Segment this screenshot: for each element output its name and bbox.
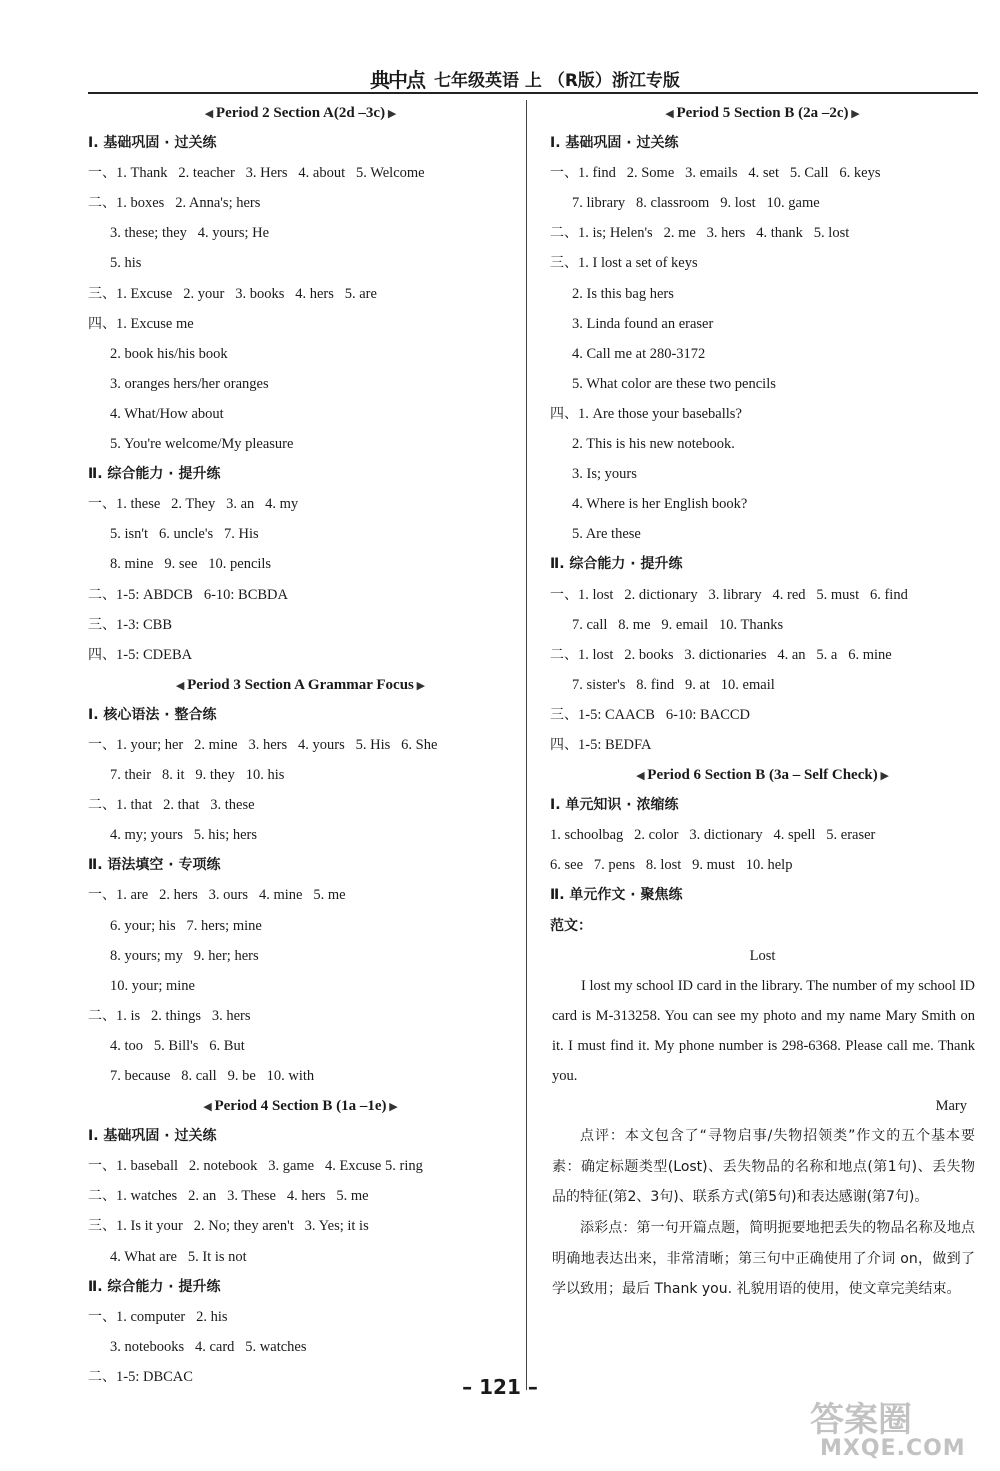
answer-line: 6. see 7. pens 8. lost 9. must 10. help	[550, 857, 793, 874]
section-heading: Ⅰ. 核心语法 · 整合练	[88, 706, 217, 723]
book-title: 七年级英语 上 （R版）浙江专版	[434, 71, 680, 91]
answer-line: 4. too 5. Bill's 6. But	[110, 1037, 245, 1054]
section-heading: Ⅰ. 基础巩固 · 过关练	[88, 135, 217, 152]
answer-line: 3. Linda found an eraser	[572, 315, 714, 332]
question-group-label: 三、	[550, 255, 578, 272]
question-group-label: 一、	[88, 887, 116, 904]
answer-text: 1. boxes 2. Anna's; hers	[116, 195, 261, 212]
answer-text: 1. Is it your 2. No; they aren't 3. Yes; it is	[116, 1218, 369, 1235]
answer-text: 1. is 2. things 3. hers	[116, 1007, 251, 1024]
answer-text: 1-5: CDEBA	[116, 646, 193, 663]
answer-line	[88, 188, 513, 218]
answer-line	[88, 730, 513, 760]
answer-line: 10. your; mine	[110, 977, 195, 994]
period-heading	[88, 98, 513, 128]
left-arrow-icon: ◀	[203, 1101, 215, 1114]
answer-line: 4. my; yours 5. his; hers	[110, 827, 258, 844]
question-group-label: 一、	[88, 165, 116, 182]
question-group-label: 二、	[88, 1007, 116, 1024]
question-group-label: 二、	[88, 1368, 116, 1385]
answer-text: 1-5: BEDFA	[578, 736, 652, 753]
answer-line: 3. these; they 4. yours; He	[110, 225, 270, 242]
question-group-label: 四、	[88, 315, 116, 332]
answer-line: 4. Call me at 280-3172	[572, 345, 706, 362]
answer-line	[88, 1211, 513, 1241]
answer-line: 5. You're welcome/My pleasure	[110, 436, 294, 453]
period-title: Period 2 Section A(2d –3c)	[215, 105, 386, 121]
answer-line	[88, 880, 513, 910]
answer-text: 1. that 2. that 3. these	[116, 797, 255, 814]
answer-text: 1. Excuse 2. your 3. books 4. hers 5. are	[116, 285, 377, 302]
answer-text: 1-5: ABDCB 6-10: BCBDA	[116, 586, 289, 603]
answer-line	[88, 640, 513, 670]
answer-text: 1. baseball 2. notebook 3. game 4. Excuse 5. ring	[116, 1158, 423, 1175]
answer-line: 8. mine 9. see 10. pencils	[110, 556, 272, 573]
left-arrow-icon: ◀	[204, 108, 216, 120]
answer-line: 7. sister's 8. find 9. at 10. email	[572, 676, 775, 693]
answer-line: 7. because 8. call 9. be 10. with	[110, 1068, 315, 1084]
answer-line: 7. call 8. me 9. email 10. Thanks	[572, 616, 784, 633]
answer-line: 7. library 8. classroom 9. lost 10. game	[572, 195, 820, 212]
question-group-label: 二、	[550, 646, 578, 663]
question-group-label: 四、	[550, 405, 578, 422]
answer-line	[550, 158, 975, 188]
answer-line: 6. your; his 7. hers; mine	[110, 917, 262, 934]
question-group-label: 一、	[550, 586, 578, 603]
question-group-label: 二、	[550, 225, 578, 242]
question-group-label: 四、	[550, 736, 578, 753]
answer-line: 2. This is his new notebook.	[572, 436, 735, 453]
answer-line	[88, 489, 513, 519]
question-group-label: 二、	[88, 1188, 116, 1205]
answer-line	[88, 1001, 513, 1031]
answer-line	[550, 248, 975, 278]
answer-line: 3. oranges hers/her oranges	[110, 375, 269, 392]
period-title: Period 5 Section B (2a –2c)	[676, 105, 849, 121]
period-title: Period 3 Section A Grammar Focus	[187, 676, 414, 693]
page-number: – 121 –	[462, 1375, 538, 1399]
essay-comment: 点评：本文包含了“寻物启事/失物招领类”作文的五个基本要素：确定标题类型(Lost)、丢失物品的名称和地点(第1句)、丢失物品的特征(第2、3句)、联系方式(第5句)和表达感谢(第7句)。	[552, 1128, 975, 1206]
question-group-label: 三、	[550, 706, 578, 723]
essay-body: I lost my school ID card in the library. The number of my school ID card is M-313258. You can see my photo and my name Mary Smith on it. I must find it. My phone number is 298-6368. Please call me. Thank you.	[552, 977, 975, 1084]
answer-line	[550, 399, 975, 429]
essay-highlight: 添彩点：第一句开篇点题，简明扼要地把丢失的物品名称及地点明确地表达出来，非常清晰；第三句中正确使用了介词 on，做到了学以致用；最后 Thank you. 礼貌用语的使用，使文章完美结束。	[552, 1219, 975, 1298]
answer-text: 1. watches 2. an 3. These 4. hers 5. me	[116, 1188, 369, 1205]
question-group-label: 二、	[88, 195, 116, 212]
answer-line: 3. notebooks 4. card 5. watches	[110, 1338, 307, 1355]
section-heading: 范文：	[550, 917, 592, 934]
answer-text: 1. lost 2. dictionary 3. library 4. red 5. must 6. find	[578, 586, 908, 603]
section-heading: Ⅰ. 基础巩固 · 过关练	[88, 1128, 217, 1145]
watermark-text: 答案圈	[810, 1400, 912, 1440]
answer-line	[550, 580, 975, 610]
essay-title: Lost	[749, 947, 776, 964]
answer-text: 1. Thank 2. teacher 3. Hers 4. about 5. Welcome	[116, 165, 425, 182]
section-heading: Ⅱ. 综合能力 · 提升练	[88, 466, 221, 483]
answer-line: 4. What are 5. It is not	[110, 1248, 247, 1265]
right-arrow-icon: ▶	[386, 1101, 398, 1114]
answer-text: 1. these 2. They 3. an 4. my	[116, 496, 299, 513]
answer-text: 1. find 2. Some 3. emails 4. set 5. Call 6. keys	[578, 165, 881, 182]
question-group-label: 二、	[88, 797, 116, 814]
essay-signature: Mary	[935, 1098, 967, 1115]
period-title: Period 4 Section B (1a –1e)	[214, 1098, 387, 1115]
right-column	[550, 98, 975, 1305]
answer-line	[550, 640, 975, 670]
period-heading	[550, 98, 975, 128]
right-arrow-icon: ▶	[413, 679, 426, 692]
section-heading: Ⅰ. 单元知识 · 浓缩练	[550, 797, 679, 814]
answer-line	[88, 309, 513, 339]
question-group-label: 二、	[88, 586, 116, 603]
answer-text: 1. Excuse me	[116, 315, 194, 332]
left-column	[88, 98, 513, 1392]
answer-line	[88, 790, 513, 820]
period-heading	[88, 670, 513, 700]
period-title: Period 6 Section B (3a – Self Check)	[647, 767, 878, 784]
brand-logo: 典中点	[370, 68, 424, 92]
answer-line: 1. schoolbag 2. color 3. dictionary 4. spell 5. eraser	[550, 827, 876, 844]
answer-line: 5. isn't 6. uncle's 7. His	[110, 526, 259, 543]
answer-line	[550, 700, 975, 730]
left-arrow-icon: ◀	[636, 770, 648, 783]
question-group-label: 一、	[88, 1158, 116, 1175]
answer-text: 1. I lost a set of keys	[578, 255, 698, 272]
question-group-label: 一、	[88, 496, 116, 513]
question-group-label: 三、	[88, 616, 116, 633]
answer-line: 8. yours; my 9. her; hers	[110, 947, 259, 964]
answer-text: 1. computer 2. his	[116, 1308, 228, 1325]
column-divider	[526, 100, 527, 1390]
answer-text: 1. are 2. hers 3. ours 4. mine 5. me	[116, 887, 346, 904]
section-heading: Ⅱ. 单元作文 · 聚焦练	[550, 887, 683, 904]
answer-line	[550, 730, 975, 760]
right-column-answers	[550, 98, 975, 971]
answer-text: 1. lost 2. books 3. dictionaries 4. an 5. a 6. mine	[578, 646, 892, 663]
left-arrow-icon: ◀	[665, 108, 677, 120]
answer-line: 2. book his/his book	[110, 345, 228, 362]
page-header	[88, 62, 978, 94]
answer-line: 3. Is; yours	[572, 466, 637, 483]
answer-line	[88, 1302, 513, 1332]
watermark-url: MXQE.COM	[820, 1436, 966, 1461]
answer-line	[88, 1181, 513, 1211]
answer-text: 1-5: CAACB 6-10: BACCD	[578, 706, 751, 723]
answer-line: 5. What color are these two pencils	[572, 375, 776, 392]
answer-line	[88, 279, 513, 309]
answer-line	[88, 158, 513, 188]
section-heading: Ⅰ. 基础巩固 · 过关练	[550, 135, 679, 152]
answer-text: 1. Are those your baseballs?	[578, 405, 742, 422]
right-arrow-icon: ▶	[385, 108, 397, 120]
left-arrow-icon: ◀	[175, 679, 188, 692]
section-heading: Ⅱ. 综合能力 · 提升练	[88, 1278, 221, 1295]
section-heading: Ⅱ. 综合能力 · 提升练	[550, 556, 683, 573]
answer-line: 5. Are these	[572, 526, 641, 543]
answer-line	[88, 610, 513, 640]
answer-line	[88, 1151, 513, 1181]
model-essay	[550, 971, 975, 1305]
answer-line: 4. Where is her English book?	[572, 496, 748, 513]
answer-text: 1-3: CBB	[116, 616, 172, 633]
period-heading	[88, 1091, 513, 1121]
answer-text: 1-5: DBCAC	[116, 1368, 193, 1385]
question-group-label: 一、	[88, 1308, 116, 1325]
section-heading: Ⅱ. 语法填空 · 专项练	[88, 857, 221, 874]
period-heading	[550, 760, 975, 790]
question-group-label: 一、	[88, 736, 116, 753]
answer-line: 2. Is this bag hers	[572, 285, 674, 302]
right-arrow-icon: ▶	[877, 770, 889, 783]
answer-text: 1. your; her 2. mine 3. hers 4. yours 5. His 6. She	[116, 736, 438, 753]
answer-text: 1. is; Helen's 2. me 3. hers 4. thank 5. lost	[578, 225, 850, 242]
answer-line	[88, 580, 513, 610]
question-group-label: 四、	[88, 646, 116, 663]
question-group-label: 三、	[88, 1218, 116, 1235]
answer-line: 7. their 8. it 9. they 10. his	[110, 767, 285, 784]
answer-line	[550, 218, 975, 248]
right-arrow-icon: ▶	[848, 108, 860, 120]
answer-line: 4. What/How about	[110, 405, 224, 422]
question-group-label: 一、	[550, 165, 578, 182]
question-group-label: 三、	[88, 285, 116, 302]
answer-line: 5. his	[110, 255, 142, 272]
